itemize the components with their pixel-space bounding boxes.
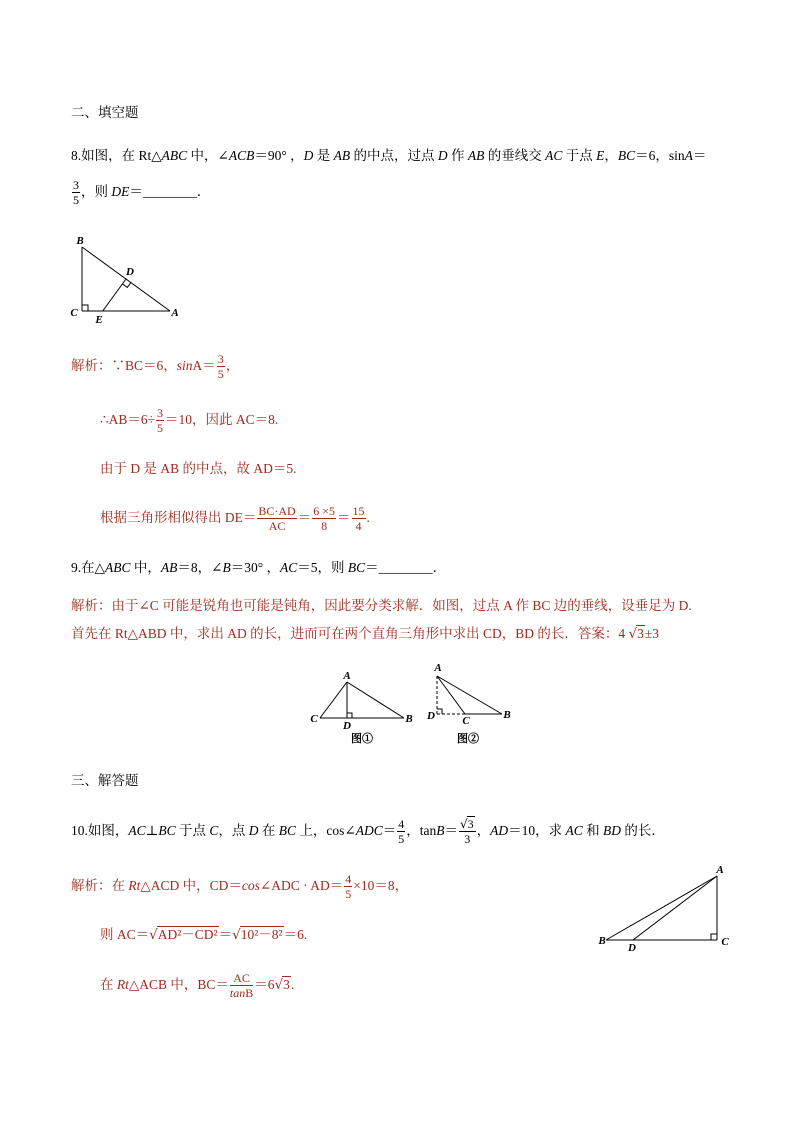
math-variable: AB	[333, 148, 351, 163]
solution-10-line-3	[100, 967, 580, 1003]
solution-8-line-3: 由于 D 是 AB 的中点，故 AD＝5.	[100, 461, 297, 476]
section-heading-answer: 三、解答题	[71, 773, 139, 788]
fraction	[217, 352, 225, 381]
math-variable: AC	[545, 148, 563, 163]
square-root	[149, 923, 218, 947]
math-variable: ADC	[355, 823, 383, 838]
section-heading-fill-in: 二、填空题	[71, 105, 139, 120]
solution-9-line-2	[71, 625, 761, 643]
figure-question-9	[300, 658, 530, 750]
question-text: 中，	[130, 560, 161, 575]
question-text: 8.如图，在 Rt△	[71, 148, 162, 163]
right-angle-mark-c	[82, 305, 88, 311]
question-8-stem-continued	[71, 174, 761, 210]
solution-8-line-2	[100, 402, 760, 438]
radical-sign: √	[459, 817, 468, 832]
label-b: B	[76, 235, 84, 247]
math-variable: BC	[347, 560, 366, 575]
math-abbreviation: Rt	[128, 878, 141, 893]
question-text: 的垂线交	[484, 148, 546, 163]
radicand: 10²－8²	[240, 927, 283, 942]
fraction-denominator: 3	[464, 832, 471, 847]
math-variable: A	[684, 148, 693, 163]
radical-sign: √	[628, 626, 638, 642]
solution-text: ＝	[218, 927, 233, 942]
label-b: B	[503, 709, 511, 721]
math-variable: DE	[111, 184, 130, 199]
question-text: 作	[447, 148, 468, 163]
fraction	[230, 971, 253, 1000]
question-text: 的中点，过点	[350, 148, 438, 163]
solution-text: A＝	[192, 358, 216, 373]
solution-text: .	[366, 510, 370, 525]
solution-text: ，	[225, 358, 240, 373]
label-c: C	[310, 713, 318, 725]
question-text: ＝10，求	[508, 823, 566, 838]
label-e: E	[95, 314, 103, 326]
fraction-numerator: 6 ×5	[313, 504, 335, 519]
question-text: 的长．	[621, 823, 665, 838]
fraction	[156, 406, 164, 435]
fraction	[72, 178, 80, 207]
fraction-denominator: 5	[345, 887, 352, 902]
radical-sign: √	[274, 977, 284, 993]
question-text: ＝30° ，	[230, 560, 280, 575]
math-abbreviation: Rt	[116, 977, 129, 992]
side-ab	[347, 682, 404, 718]
solution-text: ＝	[297, 510, 312, 525]
solution-text: 首先在 Rt△ABD 中，求出 AD 的长，进而可在两个直角三角形中求出 CD，BD 的长．答案：4	[71, 626, 629, 641]
math-variable: E	[596, 148, 605, 163]
question-text: ，	[604, 148, 618, 163]
solution-text: 根据三角形相似得出 DE＝	[100, 510, 257, 525]
solution-text: △ACD 中，CD＝	[140, 878, 242, 893]
question-text: ＝8，∠	[177, 560, 223, 575]
question-text: 和	[582, 823, 603, 838]
solution-text: ±3	[644, 626, 660, 641]
figure-2-caption: 图②	[457, 733, 479, 745]
question-text: ＝6，sin	[635, 148, 685, 163]
math-variable: B	[222, 560, 231, 575]
solution-text: 在	[100, 977, 117, 992]
radicand: AD²－CD²	[157, 927, 218, 942]
solution-9-line-1: 解析：由于∠C 可能是锐角也可能是钝角，因此要分类求解．如图，过点 A 作 BC 边的垂线，设垂足为 D.	[71, 598, 692, 613]
question-8-stem	[71, 147, 761, 165]
math-variable: D	[437, 148, 448, 163]
solution-text: 解析：∵BC＝6，	[71, 358, 177, 373]
solution-8-line-1	[71, 348, 761, 384]
math-function: sin	[176, 358, 193, 373]
solution-text: 解析：在	[71, 878, 129, 893]
radical-sign: √	[149, 927, 158, 943]
math-variable: AC	[279, 560, 298, 575]
fraction-denominator: AC	[268, 519, 286, 534]
math-variable: BC	[158, 823, 176, 838]
label-c: C	[462, 715, 470, 727]
solution-text: ∠ADC · AD＝	[259, 878, 344, 893]
question-text: 上，cos∠	[296, 823, 356, 838]
question-text: 10.如图，	[71, 823, 129, 838]
fraction	[352, 504, 366, 533]
question-text: ⊥	[145, 823, 159, 838]
side-ca	[320, 682, 347, 718]
solution-text: △ACB 中，BC＝	[128, 977, 229, 992]
solution-10-line-2	[100, 923, 580, 947]
question-text: 在	[258, 823, 279, 838]
question-9-stem	[71, 559, 761, 577]
question-text: ，点	[218, 823, 249, 838]
fraction	[459, 817, 476, 846]
fraction	[397, 817, 405, 846]
right-angle-mark-d	[123, 283, 131, 288]
label-b: B	[405, 713, 413, 725]
fraction-numerator	[459, 817, 476, 832]
solution-text: ∴AB＝6÷	[100, 412, 156, 427]
label-a: A	[716, 864, 724, 876]
label-d: D	[343, 720, 351, 732]
radicand: 3	[283, 977, 290, 992]
question-text: ＝90° ，	[254, 148, 304, 163]
math-variable: D	[248, 823, 259, 838]
solution-text: 则 AC＝	[100, 927, 150, 942]
math-variable: ABC	[161, 148, 188, 163]
square-root	[629, 625, 645, 643]
math-variable: AB	[467, 148, 485, 163]
math-variable: AB	[160, 560, 178, 575]
segment-de	[103, 279, 126, 311]
solution-8-line-4	[100, 500, 760, 536]
square-root	[275, 967, 291, 1003]
question-text: 9.在△	[71, 560, 106, 575]
side-ac	[437, 676, 465, 714]
question-text: ，则	[81, 184, 112, 199]
fraction-numerator: 4	[398, 817, 405, 832]
fraction-numerator: 3	[217, 352, 224, 367]
math-variable: BC	[278, 823, 297, 838]
square-root	[460, 817, 475, 831]
right-angle-mark-c	[711, 934, 717, 940]
solution-text: .	[290, 977, 295, 992]
fraction	[257, 504, 296, 533]
square-root	[232, 923, 283, 947]
fraction-numerator: AC	[230, 971, 253, 986]
fraction-numerator: 15	[352, 504, 365, 519]
label-a: A	[171, 307, 179, 319]
math-variable: ACB	[228, 148, 255, 163]
side-ab	[437, 676, 502, 714]
fraction-denominator: 5	[157, 421, 164, 436]
figure-1	[310, 670, 412, 745]
label-a: A	[434, 662, 442, 674]
question-10-stem	[71, 813, 761, 849]
math-variable: BD	[603, 823, 621, 838]
fraction	[312, 504, 336, 533]
question-text: 是	[313, 148, 334, 163]
question-text: ，	[476, 823, 491, 838]
question-text: ＝5，则	[297, 560, 348, 575]
label-d: D	[427, 710, 435, 722]
fraction-denominator: 4	[355, 519, 362, 534]
label-d: D	[628, 942, 636, 954]
math-function: tan	[229, 986, 246, 1001]
right-angle-mark-d	[437, 709, 442, 714]
math-variable: B	[436, 823, 445, 838]
figure-1-caption: 图①	[351, 733, 373, 745]
math-variable: B	[245, 986, 254, 1001]
label-d: D	[126, 266, 134, 278]
answer-blank: ＝________．	[129, 184, 211, 199]
math-variable: ABC	[105, 560, 131, 575]
fraction-numerator: BC·AD	[258, 504, 296, 519]
figure-question-10	[592, 858, 737, 955]
fraction-denominator: 5	[217, 367, 224, 382]
right-angle-mark-d	[347, 713, 352, 718]
question-text: 于点	[562, 148, 597, 163]
question-text: ＝	[444, 823, 458, 838]
radical-sign: √	[232, 927, 241, 943]
math-variable: AC	[128, 823, 146, 838]
math-variable: BC	[617, 148, 636, 163]
label-a: A	[343, 670, 351, 682]
fraction-numerator: 3	[157, 406, 164, 421]
figure-2	[426, 662, 511, 745]
math-variable: AD	[490, 823, 509, 838]
fraction-denominator: 5	[398, 832, 405, 847]
figure-question-8	[62, 230, 187, 330]
segment-da	[633, 876, 717, 940]
radicand: 3	[637, 626, 644, 641]
solution-10-line-1	[71, 868, 571, 904]
question-text: ，tan	[406, 823, 437, 838]
math-variable: D	[303, 148, 314, 163]
math-variable: C	[209, 823, 219, 838]
question-text: 中，∠	[187, 148, 229, 163]
solution-text: ＝	[337, 510, 351, 525]
radicand: 3	[467, 817, 474, 832]
question-text: ＝	[382, 823, 397, 838]
math-function: cos	[241, 878, 260, 893]
solution-text: ＝10，因此 AC＝8.	[165, 412, 279, 427]
label-b: B	[598, 935, 606, 947]
solution-text: ＝6.	[283, 927, 308, 942]
fraction-denominator: 5	[73, 193, 79, 208]
answer-blank: ＝________．	[365, 560, 447, 575]
fraction	[344, 872, 352, 901]
solution-text: ＝6	[254, 977, 275, 992]
fraction-numerator: 4	[345, 872, 352, 887]
label-c: C	[721, 936, 729, 948]
fraction-numerator: 3	[73, 178, 79, 193]
fraction-denominator: 8	[321, 519, 328, 534]
math-variable: AC	[565, 823, 583, 838]
question-text: 于点	[175, 823, 210, 838]
side-ba	[606, 876, 717, 940]
solution-text: ×10＝8，	[353, 878, 409, 893]
fraction-denominator	[230, 986, 253, 1000]
label-c: C	[70, 307, 78, 319]
question-text: ＝	[692, 148, 707, 163]
